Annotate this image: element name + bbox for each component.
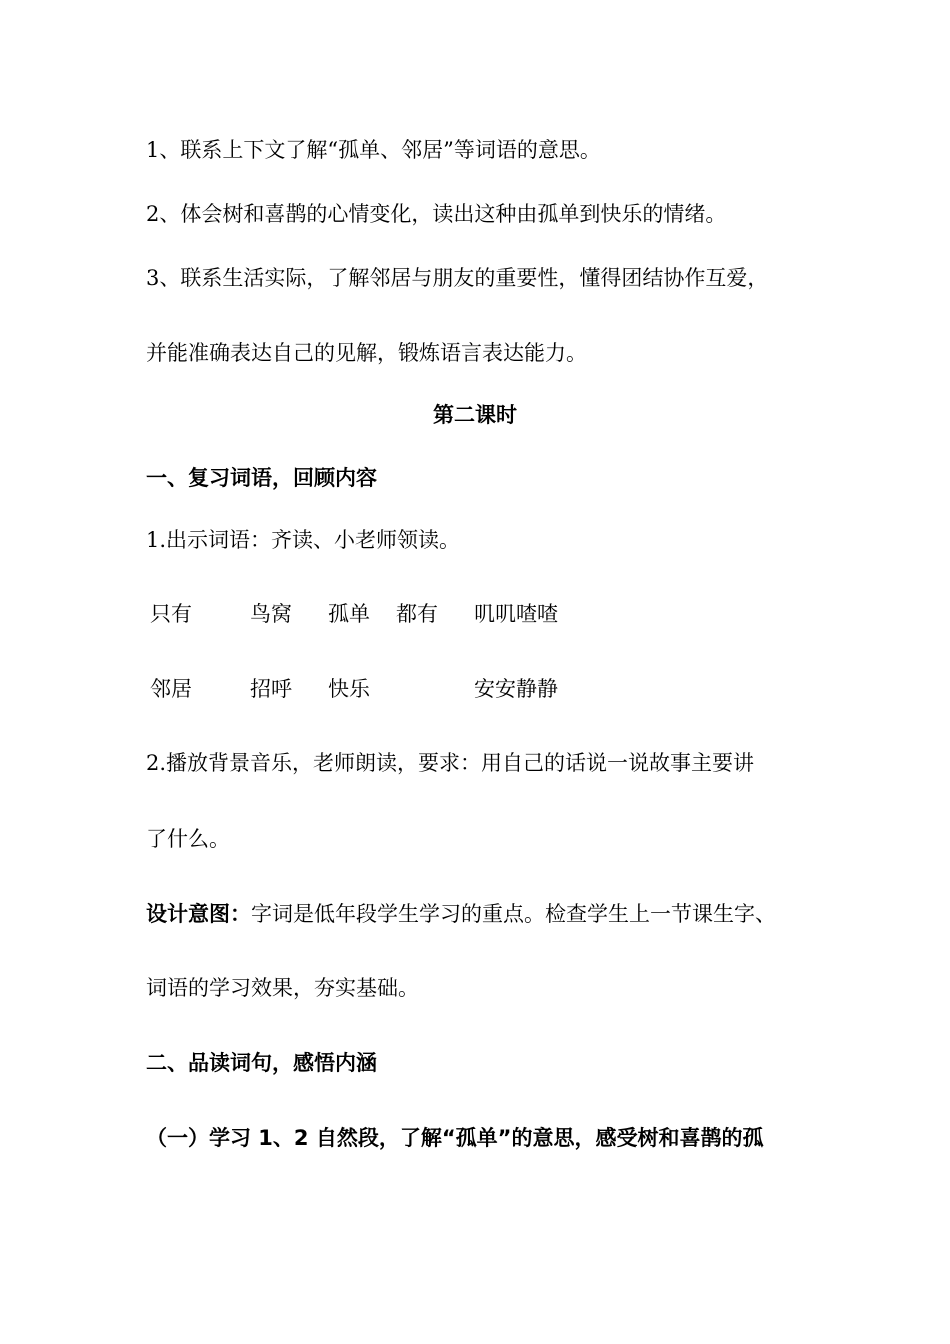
word-item: 安安静静 [474,677,558,701]
goal-item-2: 2、体会树和喜鹊的心情变化，读出这种由孤单到快乐的情绪。 [146,202,727,226]
section-2-heading: 二、品读词句，感悟内涵 [146,1051,377,1075]
section-1-step-2-line-2: 了什么。 [146,827,230,851]
word-item: 只有 [150,602,192,626]
section-2-subheading-1: （一）学习 1、2 自然段，了解“孤单”的意思，感受树和喜鹊的孤 [146,1126,764,1150]
design-intent-label: 设计意图： [146,902,251,926]
design-intent-line-2: 词语的学习效果，夯实基础。 [146,976,419,1000]
design-intent-text: 字词是低年段学生学习的重点。检查学生上一节课生字、 [251,902,776,926]
lesson-title: 第二课时 [433,403,517,427]
word-item: 快乐 [328,677,370,701]
word-item: 邻居 [150,677,192,701]
word-item: 孤单 [328,602,370,626]
goal-item-1: 1、联系上下文了解“孤单、邻居”等词语的意思。 [146,138,601,162]
word-item: 鸟窝 [250,602,292,626]
goal-item-3-line-1: 3、联系生活实际，了解邻居与朋友的重要性，懂得团结协作互爱， [146,266,769,290]
word-item: 都有 [396,602,438,626]
design-intent-line-1 [146,900,776,928]
section-1-step-1: 1.出示词语：齐读、小老师领读。 [146,528,461,552]
section-1-step-2-line-1: 2.播放背景音乐，老师朗读，要求：用自己的话说一说故事主要讲 [146,751,755,775]
section-1-heading: 一、复习词语，回顾内容 [146,466,377,490]
goal-item-3-line-2: 并能准确表达自己的见解，锻炼语言表达能力。 [146,341,587,365]
word-item: 叽叽喳喳 [474,602,558,626]
word-item: 招呼 [250,677,292,701]
